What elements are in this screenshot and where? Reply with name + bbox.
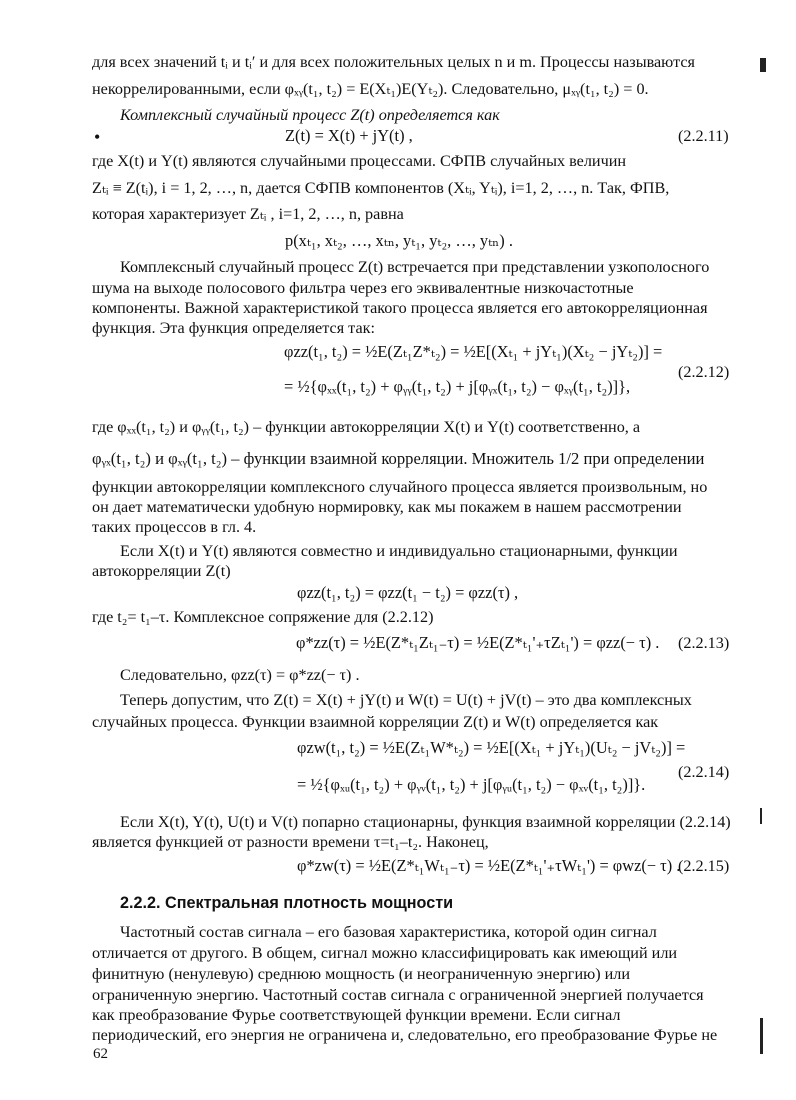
text-line: функция. Эта функция определяется так:: [92, 319, 376, 337]
equation-2-2-15: φ*zw(τ) = ½E(Z*ₜ₁Wₜ₁₋τ) = ½E(Z*ₜ₁'₊τWₜ₁') = φwz(− τ) .: [297, 856, 681, 875]
equation-number: (2.2.12): [678, 363, 730, 381]
text-line: компоненты. Важной характеристикой такого процесса является его автокорреляционная: [92, 299, 708, 317]
text-line: некоррелированными, если φₓᵧ(t₁, t₂) = E(Xₜ₁)E(Yₜ₂). Следовательно, μₓᵧ(t₁, t₂) = 0.: [92, 80, 649, 98]
text-line: которая характеризует Zₜᵢ , i=1, 2, …, n, равна: [92, 205, 404, 223]
text-line: для всех значений tᵢ и tᵢ′ и для всех положительных целых n и m. Процессы называются: [92, 53, 695, 71]
equation-joint-pdf: p(xₜ₁, xₜ₂, …, xₜₙ, yₜ₁, yₜ₂, …, yₜₙ) .: [285, 231, 513, 250]
text-line: ограниченную энергию. Частотный состав сигнала с ограниченной энергией получается: [92, 986, 704, 1004]
equation-stationary: φzz(t₁, t₂) = φzz(t₁ − t₂) = φzz(τ) ,: [297, 583, 519, 602]
equation-number: (2.2.13): [678, 634, 730, 652]
text-line: Если X(t), Y(t), U(t) и V(t) попарно стационарны, функция взаимной корреляции (2.2.14): [120, 813, 731, 831]
equation-number: (2.2.14): [678, 763, 730, 781]
text-line: финитную (ненулевую) среднюю мощность (и неограниченную энергию) или: [92, 965, 631, 983]
text-line: Теперь допустим, что Z(t) = X(t) + jY(t) и W(t) = U(t) + jV(t) – это два комплексных: [120, 691, 692, 709]
scan-edge-mark: [760, 808, 762, 824]
text-line: Следовательно, φzz(τ) = φ*zz(− τ) .: [120, 666, 360, 684]
text-line: φᵧₓ(t₁, t₂) и φₓᵧ(t₁, t₂) – функции взаимной корреляции. Множитель 1/2 при определении: [92, 449, 705, 468]
text-line: где t₂= t₁–τ. Комплексное сопряжение для (2.2.12): [92, 608, 434, 626]
text-line: шума на выходе полосового фильтра через его эквивалентные низкочастотные: [92, 279, 634, 297]
text-line: таких процессов в гл. 4.: [92, 518, 257, 536]
equation-number: (2.2.11): [678, 127, 729, 145]
equation-2-2-14-line1: φzw(t₁, t₂) = ½E(Zₜ₁W*ₜ₂) = ½E[(Xₜ₁ + jYₜ₁)(Uₜ₂ − jVₜ₂)] =: [297, 738, 686, 757]
text-line: Частотный состав сигнала – его базовая характеристика, которой один сигнал: [120, 923, 657, 941]
page-number: 62: [93, 1046, 108, 1062]
text-line: является функцией от разности времени τ=t₁–t₂. Наконец,: [92, 833, 489, 851]
section-heading: 2.2.2. Спектральная плотность мощности: [120, 894, 454, 912]
text-line: Zₜᵢ ≡ Z(tᵢ), i = 1, 2, …, n, дается СФПВ компонентов (Xₜᵢ, Yₜᵢ), i=1, 2, …, n. Так, ФПВ,: [92, 179, 670, 197]
text-line: Если X(t) и Y(t) являются совместно и индивидуально стационарными, функции: [120, 542, 678, 560]
equation-2-2-14-line2: = ½{φₓᵤ(t₁, t₂) + φᵧᵥ(t₁, t₂) + j[φᵧᵤ(t₁, t₂) − φₓᵥ(t₁, t₂)]}.: [297, 775, 646, 794]
text-line: отличается от другого. В общем, сигнал можно классифицировать как имеющий или: [92, 944, 678, 962]
scan-edge-mark: [760, 1018, 763, 1054]
text-line: автокорреляции Z(t): [92, 562, 231, 580]
equation-2-2-11: Z(t) = X(t) + jY(t) ,: [285, 126, 413, 145]
scan-edge-mark: [760, 58, 766, 72]
text-line: Комплексный случайный процесс Z(t) определяется как: [120, 106, 500, 124]
text-line: периодический, его энергия не ограничена и, следовательно, его преобразование Фурье не: [92, 1026, 718, 1044]
equation-number: (2.2.15): [678, 857, 730, 875]
text-line: он дает математически удобную нормировку, как мы покажем в нашем рассмотрении: [92, 498, 682, 516]
text-line: где φₓₓ(t₁, t₂) и φᵧᵧ(t₁, t₂) – функции автокорреляции X(t) и Y(t) соответственно, а: [92, 418, 641, 436]
equation-2-2-12-line2: = ½{φₓₓ(t₁, t₂) + φᵧᵧ(t₁, t₂) + j[φᵧₓ(t₁, t₂) − φₓᵧ(t₁, t₂)]},: [284, 377, 631, 396]
text-line: где X(t) и Y(t) являются случайными процессами. СФПВ случайных величин: [92, 152, 627, 170]
scan-speck: •: [94, 127, 101, 147]
text-line: случайных процесса. Функции взаимной корреляции Z(t) и W(t) определяется как: [92, 713, 659, 731]
text-line: функции автокорреляции комплексного случайного процесса является произвольным, но: [92, 478, 708, 496]
text-line: Комплексный случайный процесс Z(t) встречается при представлении узкополосного: [120, 258, 710, 276]
equation-2-2-13: φ*zz(τ) = ½E(Z*ₜ₁Zₜ₁₋τ) = ½E(Z*ₜ₁'₊τZₜ₁') = φzz(− τ) .: [296, 633, 660, 652]
equation-2-2-12-line1: φzz(t₁, t₂) = ½E(Zₜ₁Z*ₜ₂) = ½E[(Xₜ₁ + jYₜ₁)(Xₜ₂ − jYₜ₂)] =: [284, 342, 663, 361]
text-line: как преобразование Фурье соответствующей функции времени. Если сигнал: [92, 1006, 621, 1024]
